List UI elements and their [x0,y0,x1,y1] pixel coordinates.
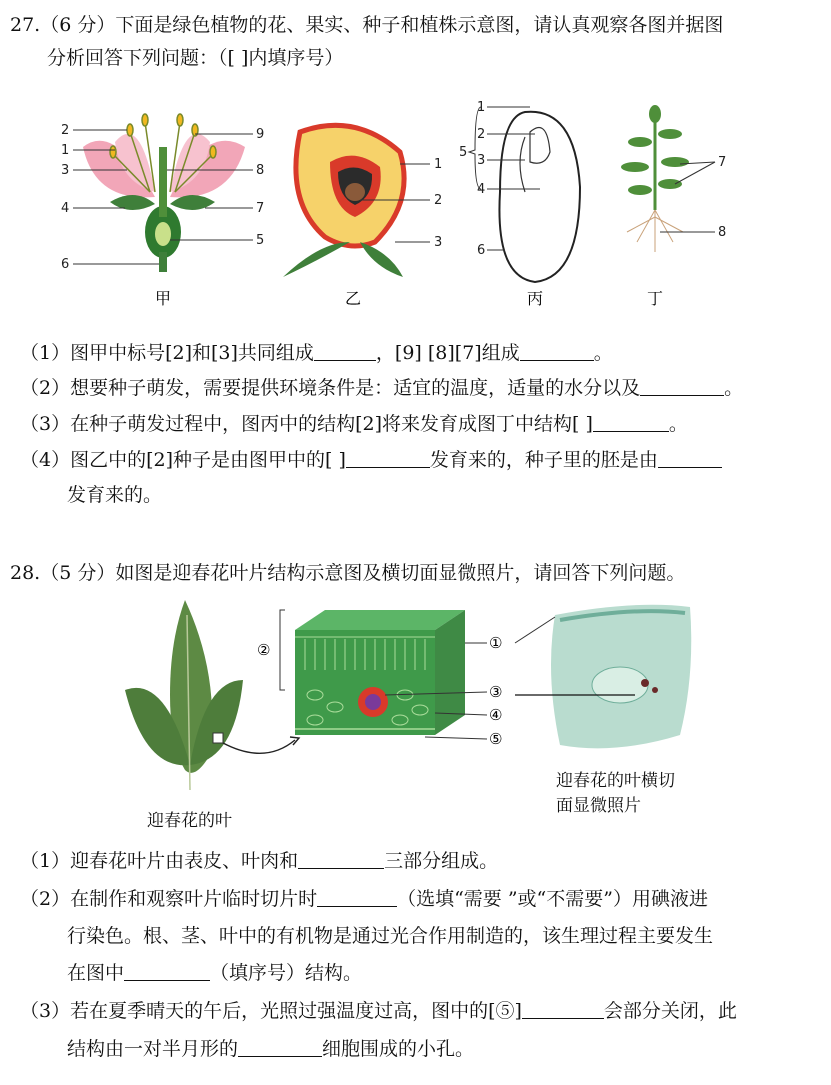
q27-figures [55,92,755,317]
leaf-caption: 迎春花的叶 [147,811,232,831]
fruit-label-2: 2 [434,193,443,208]
label-2: ② [257,641,271,659]
answer-blank[interactable] [520,342,594,361]
q27-sub3: （3）在种子萌发过程中，图丙中的结构[2]将来发育成图丁中结构[ ] 。 [20,413,688,435]
micrograph-photo [515,605,691,749]
answer-blank[interactable] [314,342,376,361]
label-4: ④ [489,706,503,724]
label-3: ③ [489,683,503,701]
leaf-photo [125,600,299,790]
flower-label-8: 8 [256,163,265,178]
answer-blank[interactable] [346,449,430,468]
seed-diagram-bing [459,100,580,308]
answer-blank[interactable] [298,850,384,869]
caption-yi: 乙 [345,289,362,308]
q28-header: 28.（5 分）如图是迎春花叶片结构示意图及横切面显微照片，请回答下列问题。 [10,562,686,584]
seed-label-5: 5 [459,145,468,160]
fruit-diagram-yi [283,125,442,308]
seed-label-4: 4 [477,182,486,197]
answer-blank[interactable] [317,888,397,907]
caption-jia: 甲 [155,289,172,308]
q28-sub1: （1）迎春花叶片由表皮、叶肉和 三部分组成。 [20,850,499,872]
fruit-label-3: 3 [434,235,443,250]
q27-sub4: （4）图乙中的[2]种子是由图甲中的[ ] 发育来的，种子里的胚是由 [20,447,722,473]
label-5: ⑤ [489,730,503,748]
flower-label-7: 7 [256,201,265,216]
q28-sub2-cont: 行染色。根、茎、叶中的有机物是通过光合作用制造的，该生理过程主要发生 [67,925,714,947]
answer-blank[interactable] [124,962,210,981]
flower-label-9: 9 [256,127,265,142]
flower-label-2: 2 [61,123,70,138]
q27-sub1: （1）图甲中标号[2]和[3]共同组成 ，[9] [8][7]组成 。 [20,342,613,364]
flower-label-3: 3 [61,163,70,178]
flower-diagram-jia [61,114,264,308]
flower-label-1: 1 [61,143,70,158]
q28-sub2: （2）在制作和观察叶片临时切片时 （选填“需要 ”或“不需要”）用碘液进 [20,888,708,910]
label-1: ① [489,634,503,652]
q28-sub2-cont2: 在图中 （填序号）结构。 [67,962,363,984]
answer-blank[interactable] [640,377,724,396]
q27-sub2: （2）想要种子萌发，需要提供环境条件是：适宜的温度，适量的水分以及 。 [20,377,744,399]
answer-blank[interactable] [658,449,722,468]
q28-sub3-cont: 结构由一对半月形的 细胞围成的小孔。 [67,1038,475,1060]
q27-header-cont: 分析回答下列问题：（[ ]内填序号） [47,47,344,69]
answer-blank[interactable] [238,1038,322,1057]
seed-label-3: 3 [477,153,486,168]
flower-label-4: 4 [61,201,70,216]
leaf-cross-section-diagram [257,610,502,748]
caption-bing: 丙 [527,289,544,308]
q28-sub3: （3）若在夏季晴天的午后，光照过强温度过高，图中的[⑤] 会部分关闭，此 [20,1000,737,1022]
seed-label-1: 1 [477,100,486,115]
answer-blank[interactable] [522,1000,604,1019]
plant-label-8: 8 [718,225,727,240]
fruit-label-1: 1 [434,157,443,172]
answer-blank[interactable] [593,413,669,432]
micrograph-caption-2: 面显微照片 [556,796,641,816]
plant-label-7: 7 [718,155,727,170]
seed-label-2: 2 [477,127,486,142]
plant-diagram-ding [621,105,726,308]
flower-label-5: 5 [256,233,265,248]
micrograph-caption-1: 迎春花的叶横切 [556,771,675,791]
seed-label-6: 6 [477,243,486,258]
q27-header: 27.（6 分）下面是绿色植物的花、果实、种子和植株示意图，请认真观察各图并据图 [10,14,724,36]
flower-label-6: 6 [61,257,70,272]
q27-sub4-cont: 发育来的。 [67,484,163,506]
caption-ding: 丁 [647,289,664,308]
